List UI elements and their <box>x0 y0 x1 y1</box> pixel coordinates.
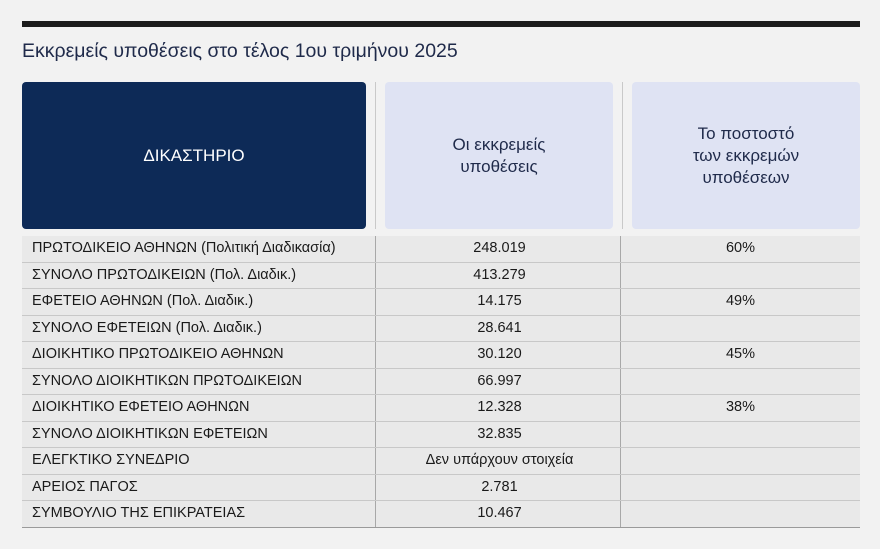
court-name: ΣΥΝΟΛΟ ΔΙΟΙΚΗΤΙΚΩΝ ΕΦΕΤΕΙΩΝ <box>32 425 268 442</box>
pending-cases: 413.279 <box>473 266 526 283</box>
pending-percent <box>621 475 860 501</box>
court-name: ΣΥΝΟΛΟ ΠΡΩΤΟΔΙΚΕΙΩΝ (Πολ. Διαδικ.) <box>32 266 297 283</box>
pending-percent: 45% <box>725 346 756 362</box>
table-row <box>22 263 860 290</box>
header-divider <box>375 82 376 229</box>
pending-cases: Δεν υπάρχουν στοιχεία <box>425 452 574 468</box>
header-pending-line: υποθέσεις <box>460 156 538 176</box>
cases-table <box>22 236 860 528</box>
court-name: ΠΡΩΤΟΔΙΚΕΙΟ ΑΘΗΝΩΝ (Πολιτική Διαδικασία) <box>32 240 336 256</box>
header-divider <box>622 82 623 229</box>
pending-percent <box>621 422 860 448</box>
header-pending-line: Οι εκκρεμείς <box>452 134 546 154</box>
pending-percent: 60% <box>725 240 756 256</box>
pending-percent: 49% <box>725 293 756 309</box>
court-name: ΣΥΜΒΟΥΛΙΟ ΤΗΣ ΕΠΙΚΡΑΤΕΙΑΣ <box>32 505 246 521</box>
pending-percent <box>621 369 860 395</box>
table-row <box>22 316 860 343</box>
pending-cases: 66.997 <box>477 372 522 389</box>
pending-cases: 2.781 <box>481 478 518 495</box>
court-name: ΔΙΟΙΚΗΤΙΚΟ ΠΡΩΤΟΔΙΚΕΙΟ ΑΘΗΝΩΝ <box>32 346 284 362</box>
header-percent-line: των εκκρεμών <box>692 145 800 165</box>
header-court <box>22 82 366 229</box>
header-percent-line: Το ποστοστό <box>697 123 795 143</box>
pending-cases: 14.175 <box>477 293 522 309</box>
header-percent-line: υποθέσεων <box>702 167 790 187</box>
pending-cases: 248.019 <box>473 240 526 256</box>
pending-cases: 10.467 <box>477 505 522 521</box>
table-row <box>22 236 860 263</box>
table-row <box>22 289 860 316</box>
pending-percent <box>621 316 860 342</box>
table-row <box>22 475 860 502</box>
header-percent <box>632 82 860 229</box>
pending-cases: 28.641 <box>477 319 522 336</box>
pending-percent <box>621 448 860 474</box>
header-pending <box>385 82 613 229</box>
table-row <box>22 342 860 369</box>
court-name: ΣΥΝΟΛΟ ΔΙΟΙΚΗΤΙΚΩΝ ΠΡΩΤΟΔΙΚΕΙΩΝ <box>32 372 303 389</box>
court-name: ΕΛΕΓΚΤΙΚΟ ΣΥΝΕΔΡΙΟ <box>32 452 190 468</box>
pending-percent <box>621 501 860 527</box>
table-row <box>22 422 860 449</box>
pending-cases: 12.328 <box>477 399 522 415</box>
pending-percent: 38% <box>725 399 756 415</box>
pending-cases: 32.835 <box>477 425 522 442</box>
pending-cases: 30.120 <box>477 346 522 362</box>
table-row <box>22 448 860 475</box>
page-title: Εκκρεμείς υποθέσεις στο τέλος 1ου τριμήνου 2025 <box>22 40 458 62</box>
court-name: ΔΙΟΙΚΗΤΙΚΟ ΕΦΕΤΕΙΟ ΑΘΗΝΩΝ <box>32 399 250 415</box>
table-row <box>22 395 860 422</box>
header-court-label: ΔΙΚΑΣΤΗΡΙΟ <box>143 145 245 165</box>
top-rule <box>22 21 860 27</box>
table-row <box>22 501 860 527</box>
pending-percent <box>621 263 860 289</box>
table-row <box>22 369 860 396</box>
court-name: ΕΦΕΤΕΙΟ ΑΘΗΝΩΝ (Πολ. Διαδικ.) <box>32 293 254 309</box>
court-name: ΣΥΝΟΛΟ ΕΦΕΤΕΙΩΝ (Πολ. Διαδικ.) <box>32 319 262 336</box>
court-name: ΑΡΕΙΟΣ ΠΑΓΟΣ <box>32 478 138 495</box>
